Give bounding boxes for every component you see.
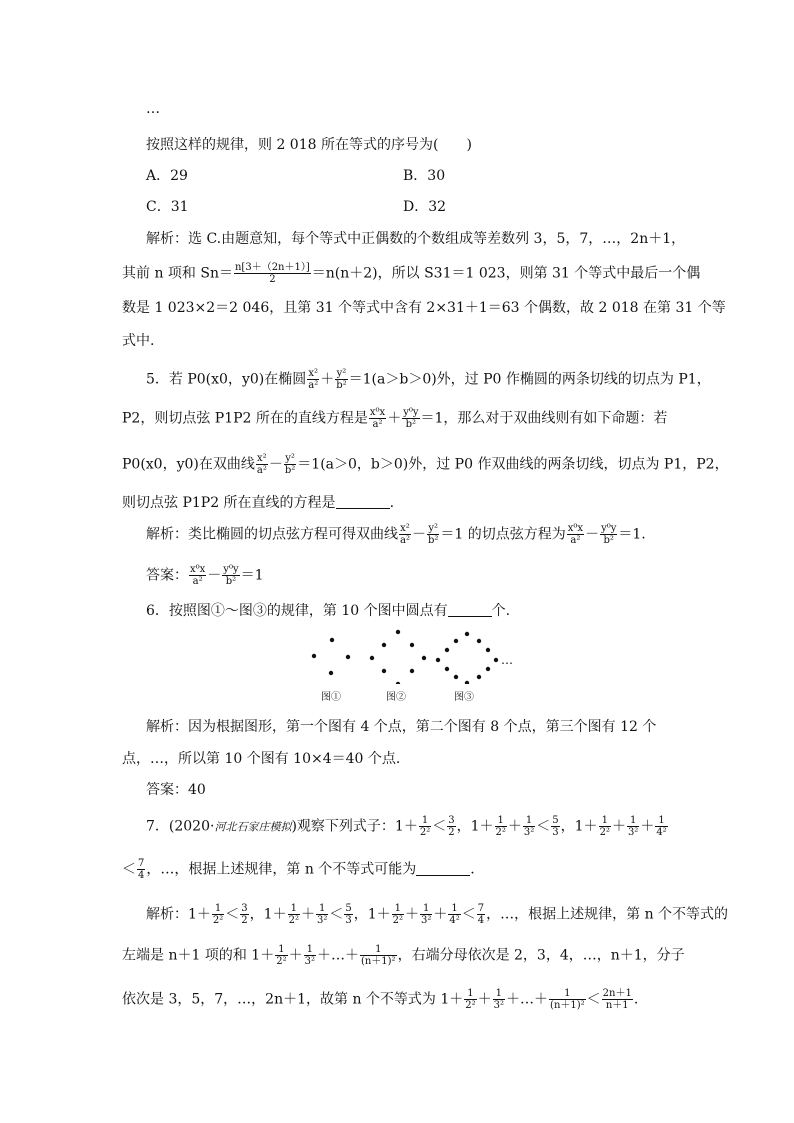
figure2-dot <box>382 669 386 673</box>
option-a[interactable]: A．29 <box>146 168 188 184</box>
answer-blank[interactable] <box>448 616 492 617</box>
figure1-dot <box>346 655 350 659</box>
figure1-caption: 图① <box>321 692 341 703</box>
q5-answer: 答案： $\frac{\text{x⁰x}}{\text{a²}}$ － $\frac{\text{y⁰y}}{\text{b²}}$ ＝1 <box>146 564 264 587</box>
figure3-dot <box>454 675 458 679</box>
figure3-dot <box>477 639 481 643</box>
q5-line2: P2，则切点弦 P1P2 所在的直线方程是 $\frac{\text{x⁰x}}{\text{a²}}$ ＋ $\frac{\text{y⁰y}}{\text{b²}}$ ＝1，那么对于双曲线则有如下命题：若 <box>122 407 668 430</box>
q6-answer: 答案：40 <box>146 782 206 798</box>
q4-solution-line3: 数是 1 023×2＝2 046，且第 31 个等式中含有 2×31＋1＝63 个偶数，故 2 018 在第 31 个等 <box>122 300 726 316</box>
option-c[interactable]: C．31 <box>146 199 189 215</box>
figure2-dot <box>370 656 374 660</box>
figure3-dot <box>494 658 498 662</box>
q6-solution-line1: 解析：因为根据图形，第一个图有 4 个点，第二个图有 8 个点，第三个图有 12 个 <box>146 719 657 735</box>
figure3-dot <box>477 675 481 679</box>
figure2-dot <box>396 630 400 634</box>
q7-source: 河北石家庄模拟 <box>214 820 292 834</box>
dot-pattern-figure <box>300 628 520 684</box>
q6-stem: 6．按照图①～图③的规律，第 10 个图中圆点有 个. <box>146 603 511 619</box>
figure2-dot <box>396 682 400 684</box>
option-d[interactable]: D．32 <box>403 199 447 215</box>
option-b[interactable]: B．30 <box>403 168 446 184</box>
figure2-caption: 图② <box>386 692 406 703</box>
figure3-dot <box>436 658 440 662</box>
q5-line1: 5．若 P0(x0，y0)在椭圆 $\frac{\text{x²}}{\text{a²}}$ ＋ $\frac{\text{y²}}{\text{b²}}$ ＝1(a＞b＞0)外，过 P0 作椭圆的两条切线的切点为 P1， <box>146 368 711 391</box>
q4-solution-line1: 解析：选 C.由题意知，每个等式中正偶数的个数组成等差数列 3，5，7，…，2n＋1， <box>146 231 686 247</box>
q5-line3: P0(x0，y0)在双曲线 $\frac{\text{x²}}{\text{a²}}$ － $\frac{\text{y²}}{\text{b²}}$ ＝1(a＞0，b＞0)外，过 P0 作双曲线的两条切线，切点为 P1，P2， <box>122 453 729 476</box>
figure2-dot <box>410 643 414 647</box>
figure2-dot <box>382 643 386 647</box>
figure2-dot <box>410 669 414 673</box>
q7-line2: ＜ $\frac{7}{4}$ ，…，根据上述规律，第 n 个不等式可能为 . <box>122 858 475 881</box>
figure3-dot <box>486 667 490 671</box>
q7-solution-line2: 左端是 n＋1 项的和 1＋ $\frac{1}{\text{2²}}$ ＋ $\frac{1}{\text{3²}}$ ＋…＋ $\frac{1}{\text{(n＋1)²}}$ ，右端分母依次是 2，3，4，…，n＋1，分子 <box>122 944 685 967</box>
q4-solution-line4: 式中. <box>122 333 155 349</box>
q4-stem: 按照这样的规律，则 2 018 所在等式的序号为( ) <box>146 137 472 153</box>
figure-continuation: … <box>501 653 513 667</box>
q5-line4: 则切点弦 P1P2 所在直线的方程是 . <box>122 495 395 511</box>
figure1-dot <box>312 654 316 658</box>
figure1-dot <box>329 671 333 675</box>
figure1-dot <box>330 638 334 642</box>
ellipsis: … <box>146 101 160 117</box>
q7-solution-line3: 依次是 3，5，7，…，2n＋1，故第 n 个不等式为 1＋ $\frac{1}{\text{2²}}$ ＋ $\frac{1}{\text{3²}}$ ＋…＋ $\frac{1}{\text{(n＋1)²}}$ ＜ $\frac{2n+1}{n+1}$ . <box>122 988 639 1011</box>
q5-solution: 解析：类比椭圆的切点弦方程可得双曲线 $\frac{\text{x²}}{\text{a²}}$ － $\frac{\text{y²}}{\text{b²}}$ ＝1 的切点弦方程为 $\frac{\text{x⁰x}}{\text{a²}}$ － $\frac{\text{y⁰y}}{\text{b²}}$ ＝1. <box>146 523 646 546</box>
q7-line1: 7．(2020·河北石家庄模拟)观察下列式子：1＋ $\frac{1}{\text{2²}}$ ＜ $\frac{3}{2}$ ，1＋ $\frac{1}{\text{2²}}$ ＋ $\frac{1}{\text{3²}}$ ＜ $\frac{5}{3}$ ，1＋ $\frac{1}{\text{2²}}$ ＋ $\frac{1}{\text{3²}}$ ＋ $\frac{1}{\text{4²}}$ <box>146 815 667 838</box>
figure3-dot <box>465 632 469 636</box>
answer-blank[interactable] <box>416 875 470 876</box>
q4-solution-line2: 其前 n 项和 Sn＝ $\frac{n[3+(2n+1)]}{2}$ ＝n(n＋2)，所以 S31＝1 023，则第 31 个等式中最后一个偶 <box>122 262 701 285</box>
figure3-caption: 图③ <box>454 692 474 703</box>
figure3-dot <box>465 681 469 684</box>
q7-solution-line1: 解析：1＋ $\frac{1}{\text{2²}}$ ＜ $\frac{3}{2}$ ，1＋ $\frac{1}{\text{2²}}$ ＋ $\frac{1}{\text{3²}}$ ＜ $\frac{5}{3}$ ，1＋ $\frac{1}{\text{2²}}$ ＋ $\frac{1}{\text{3²}}$ ＋ $\frac{1}{\text{4²}}$ ＜ $\frac{7}{4}$ ，…，根据上述规律，第 n 个不等式的 <box>146 903 729 926</box>
figure3-dot <box>454 639 458 643</box>
figure2-dot <box>422 656 426 660</box>
figure3-dot <box>486 648 490 652</box>
figure3-dot <box>445 648 449 652</box>
figure3-dot <box>445 667 449 671</box>
sum-fraction: $\frac{n[3+(2n+1)]}{2}$ <box>234 262 310 285</box>
q6-solution-line2: 点，…，所以第 10 个图有 10×4＝40 个点. <box>122 751 401 767</box>
answer-blank[interactable] <box>336 508 390 509</box>
